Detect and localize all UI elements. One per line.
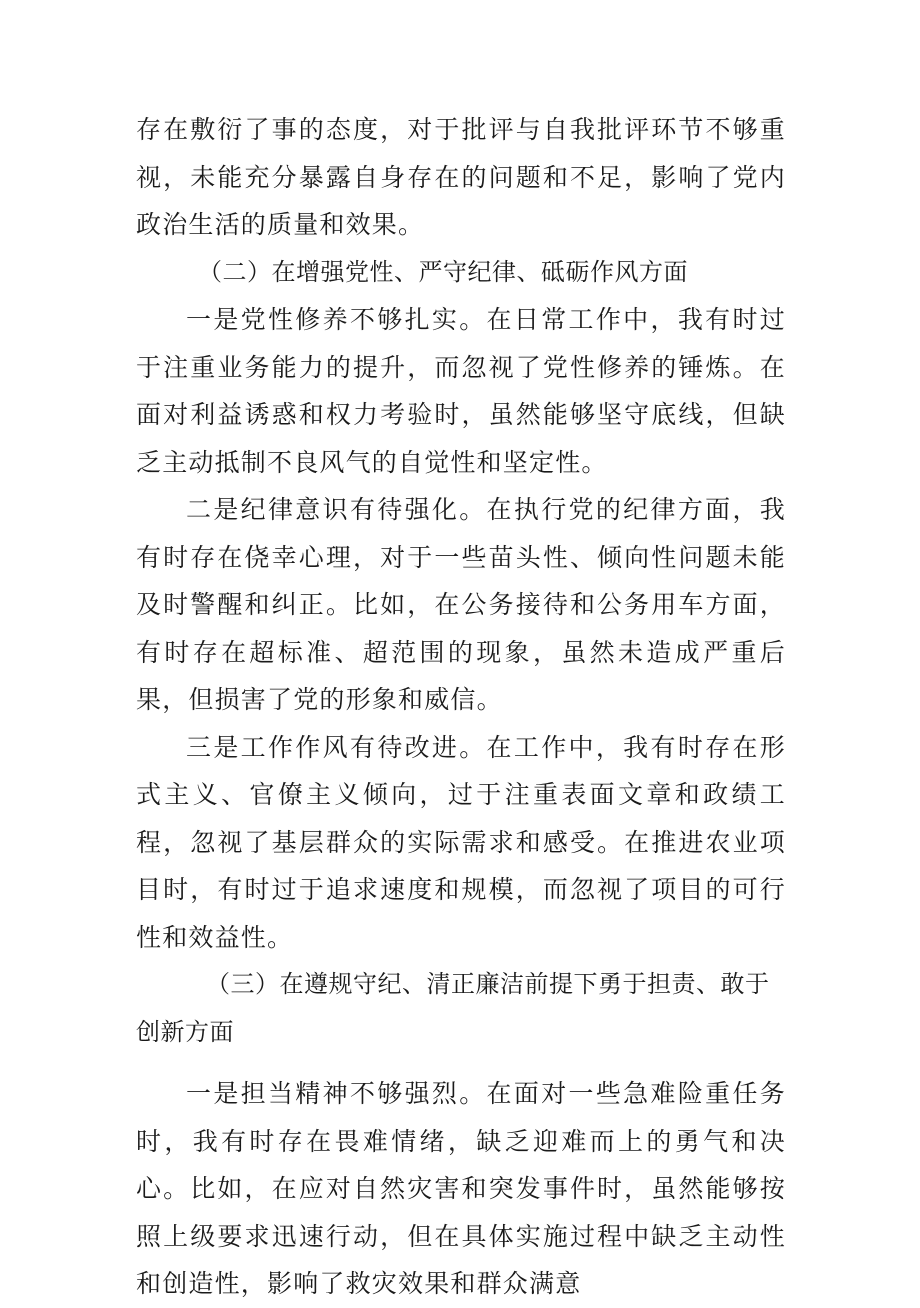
paragraph-discipline: 二是纪律意识有待强化。在执行党的纪律方面，我有时存在侥幸心理，对于一些苗头性、倾向性问题未能及时警醒和纠正。比如，在公务接待和公务用车方面，有时存在超标准、超范围的现象，虽然未造成严重后果，但损害了党的形象和威信。 [136, 495, 786, 714]
paragraph-work-style: 三是工作作风有待改进。在工作中，我有时存在形式主义、官僚主义倾向，过于注重表面文章和政绩工程，忽视了基层群众的实际需求和感受。在推进农业项目时，有时过于追求速度和规模，而忽视了项目的可行性和效益性。 [136, 732, 786, 952]
paragraph-party-spirit: 一是党性修养不够扎实。在日常工作中，我有时过于注重业务能力的提升，而忽视了党性修养的锤炼。在面对利益诱惑和权力考验时，虽然能够坚守底线，但缺乏主动抵制不良风气的自觉性和坚定性。 [136, 305, 786, 477]
section-heading-3: （三）在遵规守纪、清正廉洁前提下勇于担责、敢于创新方面 [136, 970, 770, 1046]
section-heading-2: （二）在增强党性、严守纪律、砥砺作风方面 [198, 257, 688, 286]
paragraph-responsibility: 一是担当精神不够强烈。在面对一些急难险重任务时，我有时存在畏难情绪，缺乏迎难而上的勇气和决心。比如，在应对自然灾害和突发事件时，虽然能够按照上级要求迅速行动，但在具体实施过程中缺乏主动性和创造性，影响了救灾效果和群众满意 [136, 1079, 786, 1298]
document-page [136, 106, 786, 1308]
paragraph-continued: 存在敷衍了事的态度，对于批评与自我批评环节不够重视，未能充分暴露自身存在的问题和不足，影响了党内政治生活的质量和效果。 [136, 115, 786, 239]
